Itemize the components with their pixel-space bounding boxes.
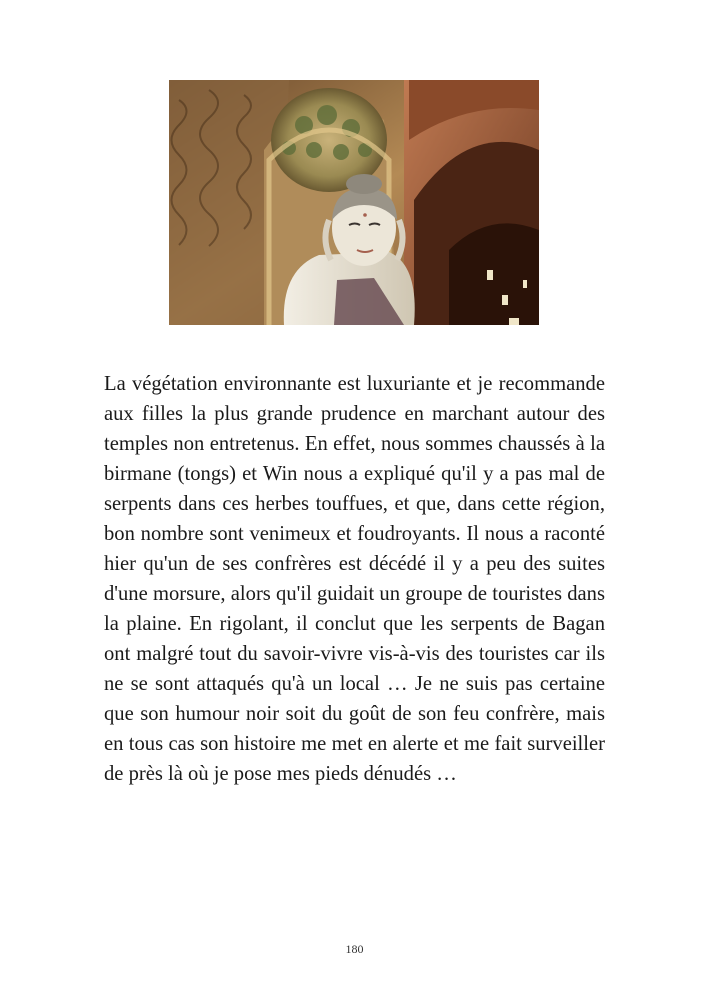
buddha-statue-illustration bbox=[169, 80, 539, 325]
buddha-temple-photo bbox=[169, 80, 539, 325]
page-number: 180 bbox=[345, 942, 364, 956]
body-paragraph: La végétation environnante est luxuriante et je recommande aux filles la plus grande prudence en marchant autour des temples non entretenus. En effet, nous sommes chaussés à la birmane (tongs) et Win nous a expliqué qu'il y a pas mal de serpents dans ces herbes touffues, et que, dans cette région, bon nombre sont venimeux et foudroyants. Il nous a raconté hier qu'un de ses confrères est décédé il y a peu des suites d'une morsure, alors qu'il guidait un groupe de touristes dans la plaine. En rigolant, il conclut que les serpents de Bagan ont malgré tout du savoir-vivre vis-à-vis des touristes car ils ne se sont attaqués qu'à un local … Je ne suis pas certaine que son humour noir soit du goût de son feu confrère, mais en tous cas son histoire me met en alerte et me fait surveiller de près là où je pose mes pieds dénudés … bbox=[104, 373, 605, 785]
